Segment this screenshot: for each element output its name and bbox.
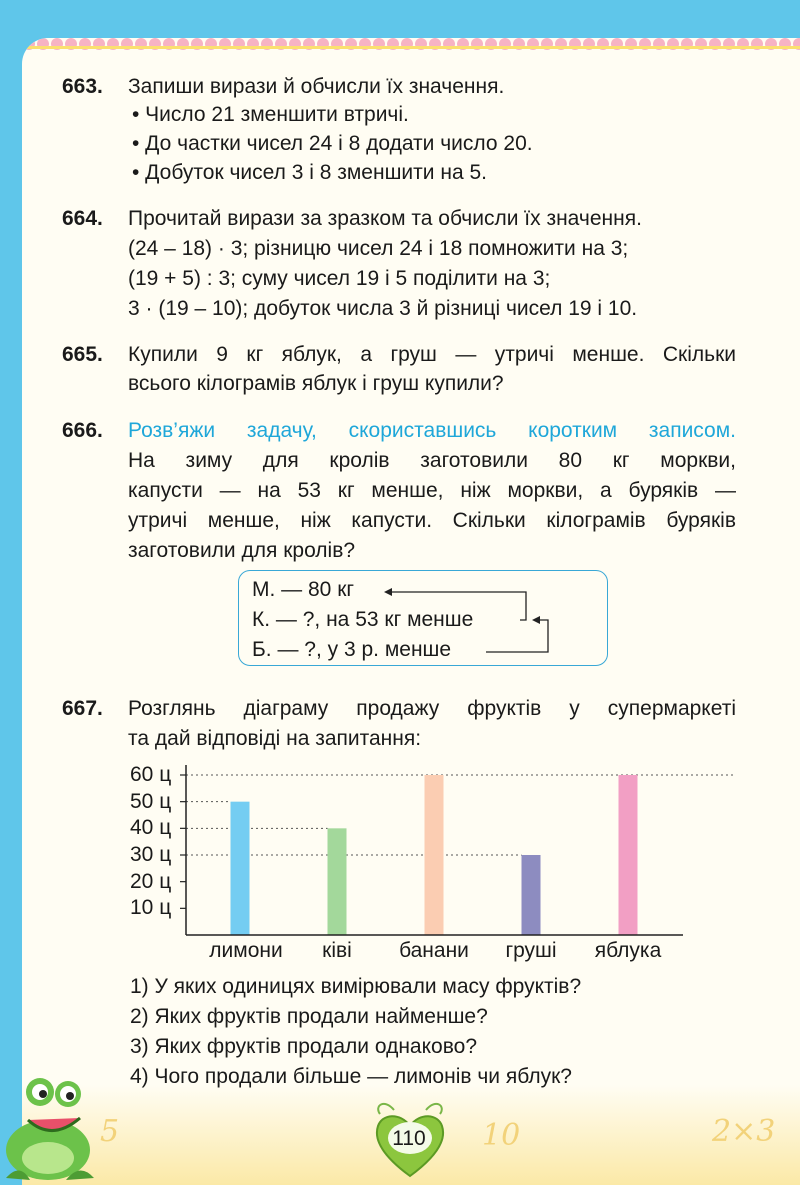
chart-y-tick-label: 10 ц bbox=[130, 896, 172, 920]
chart-bar-банани bbox=[425, 775, 444, 935]
exercise-667-line: Розглянь діаграму продажу фруктів у супермаркеті bbox=[128, 697, 736, 720]
exercise-663-bullet: • Число 21 зменшити втричі. bbox=[132, 103, 409, 126]
decor-digit: 2×3 bbox=[712, 1114, 776, 1149]
exercise-666-line: капусти — на 53 кг менше, ніж моркви, а буряків — bbox=[128, 479, 736, 502]
short-record-line: М. — 80 кг bbox=[252, 578, 355, 601]
question-4: 4) Чого продали більше — лимонів чи яблук? bbox=[130, 1065, 572, 1088]
chart-x-label: банани bbox=[399, 939, 469, 962]
short-record-line: Б. — ?, у 3 р. менше bbox=[252, 638, 452, 661]
exercise-number-666: 666. bbox=[62, 419, 103, 442]
exercise-number-663: 663. bbox=[62, 75, 103, 98]
chart-y-tick-label: 20 ц bbox=[130, 869, 172, 893]
exercise-number-667: 667. bbox=[62, 697, 103, 720]
exercise-663-bullet: • До частки чисел 24 і 8 додати число 20. bbox=[132, 132, 533, 155]
exercise-665-line: всього кілограмів яблук і груш купили? bbox=[128, 372, 504, 395]
chart-bar-яблука bbox=[619, 775, 638, 935]
exercise-666-line: На зиму для кролів заготовили 80 кг моркви, bbox=[128, 449, 736, 472]
question-2: 2) Яких фруктів продали найменше? bbox=[130, 1005, 488, 1028]
exercise-666-instruction: Розв’яжи задачу, скориставшись коротким записом. bbox=[128, 419, 736, 442]
exercise-number-664: 664. bbox=[62, 207, 103, 230]
exercise-664-line: (19 + 5) : 3; суму чисел 19 і 5 поділити на 3; bbox=[128, 267, 551, 290]
question-3: 3) Яких фруктів продали однаково? bbox=[130, 1035, 477, 1058]
exercise-number-665: 665. bbox=[62, 343, 103, 366]
chart-x-label: лимони bbox=[209, 939, 283, 962]
chart-x-label: яблука bbox=[594, 939, 662, 962]
short-record-line: К. — ?, на 53 кг менше bbox=[252, 608, 474, 631]
page-number: 110 bbox=[392, 1127, 426, 1150]
exercise-663-bullet: • Добуток чисел 3 і 8 зменшити на 5. bbox=[132, 161, 487, 184]
chart-y-tick-label: 60 ц bbox=[130, 763, 172, 786]
decor-digit: 5 bbox=[100, 1114, 120, 1149]
exercise-664-line: Прочитай вирази за зразком та обчисли їх значення. bbox=[128, 207, 642, 230]
chart-bar-груші bbox=[522, 855, 541, 935]
exercise-665-line: Купили 9 кг яблук, а груш — утричі менше. Скільки bbox=[128, 343, 736, 366]
exercise-663-task: Запиши вирази й обчисли їх значення. bbox=[128, 75, 505, 98]
exercise-666-line: утричі менше, ніж капусти. Скільки кілограмів буряків bbox=[128, 509, 736, 532]
exercise-666-line: заготовили для кролів? bbox=[128, 539, 356, 562]
chart-x-label: ківі bbox=[322, 939, 352, 962]
question-1: 1) У яких одиницях вимірювали масу фруктів? bbox=[130, 975, 582, 998]
chart-bar-лимони bbox=[231, 802, 250, 935]
decor-digit: 10 bbox=[482, 1118, 521, 1153]
exercise-667-line: та дай відповіді на запитання: bbox=[128, 727, 422, 750]
chart-y-tick-label: 40 ц bbox=[130, 816, 172, 840]
chart-x-label: груші bbox=[505, 939, 557, 962]
exercise-664-line: (24 – 18) · 3; різницю чисел 24 і 18 помножити на 3; bbox=[128, 237, 629, 260]
exercise-664-line: 3 · (19 – 10); добуток числа 3 й різниці чисел 19 і 10. bbox=[128, 297, 638, 320]
chart-y-tick-label: 30 ц bbox=[130, 843, 172, 866]
chart-y-tick-label: 50 ц bbox=[130, 789, 172, 813]
chart-bar-ківі bbox=[328, 828, 347, 935]
